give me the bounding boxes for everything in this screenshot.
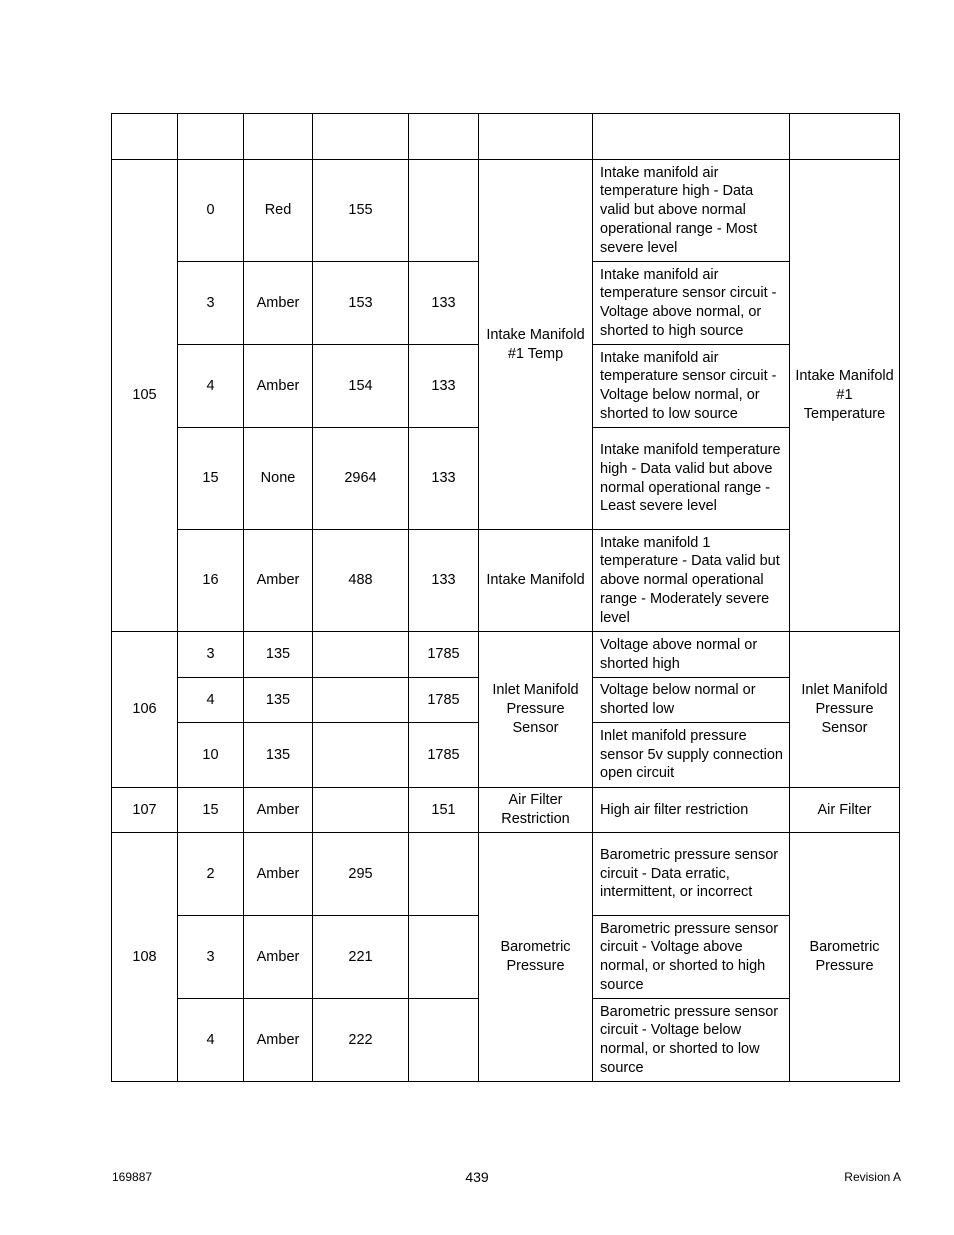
description-cell: High air filter restriction — [593, 788, 790, 833]
lamp-cell: Amber — [244, 345, 313, 428]
code1-cell: 488 — [313, 530, 409, 632]
description-cell: Intake manifold air temperature sensor circuit - Voltage above normal, or shorted to high source — [593, 262, 790, 345]
code2-cell: 133 — [409, 530, 479, 632]
code1-cell: 154 — [313, 345, 409, 428]
spn-cell: 106 — [112, 632, 178, 788]
description-cell: Intake manifold 1 temperature - Data valid but above normal operational range - Moderately severe level — [593, 530, 790, 632]
parameter-name-cell: Intake Manifold #1 Temp — [479, 160, 593, 530]
header-cell — [479, 114, 593, 160]
code1-cell — [313, 678, 409, 723]
fmi-cell: 3 — [178, 632, 244, 678]
lamp-cell: Amber — [244, 833, 313, 916]
code1-cell: 221 — [313, 916, 409, 999]
lamp-cell: Amber — [244, 916, 313, 999]
fmi-cell: 0 — [178, 160, 244, 262]
code1-cell: 2964 — [313, 428, 409, 530]
lamp-cell: None — [244, 428, 313, 530]
document-number: 169887 — [112, 1170, 153, 1184]
fmi-cell: 16 — [178, 530, 244, 632]
fmi-cell: 15 — [178, 788, 244, 833]
component-cell: Air Filter — [790, 788, 900, 833]
code1-cell: 153 — [313, 262, 409, 345]
header-cell — [790, 114, 900, 160]
code1-cell: 295 — [313, 833, 409, 916]
fmi-cell: 3 — [178, 916, 244, 999]
table-row — [112, 160, 900, 262]
table-row — [112, 788, 900, 833]
header-cell — [593, 114, 790, 160]
page-number: 439 — [465, 1169, 489, 1185]
fmi-cell: 4 — [178, 345, 244, 428]
description-cell: Intake manifold temperature high - Data valid but above normal operational range - Least severe level — [593, 428, 790, 530]
table-row — [112, 833, 900, 916]
header-cell — [244, 114, 313, 160]
parameter-name-cell: Intake Manifold — [479, 530, 593, 632]
fmi-cell: 10 — [178, 723, 244, 788]
header-cell — [178, 114, 244, 160]
fmi-cell: 4 — [178, 999, 244, 1082]
description-cell: Barometric pressure sensor circuit - Voltage below normal, or shorted to low source — [593, 999, 790, 1082]
code2-cell: 1785 — [409, 632, 479, 678]
code1-cell — [313, 788, 409, 833]
fmi-cell: 2 — [178, 833, 244, 916]
header-cell — [313, 114, 409, 160]
description-cell: Barometric pressure sensor circuit - Data erratic, intermittent, or incorrect — [593, 833, 790, 916]
lamp-cell: Amber — [244, 530, 313, 632]
fault-code-table — [111, 113, 900, 1082]
code2-cell — [409, 833, 479, 916]
component-cell: Intake Manifold #1 Temperature — [790, 160, 900, 632]
lamp-cell: Amber — [244, 262, 313, 345]
parameter-name-cell: Air Filter Restriction — [479, 788, 593, 833]
component-cell: Inlet Manifold Pressure Sensor — [790, 632, 900, 788]
lamp-cell: Red — [244, 160, 313, 262]
fmi-cell: 15 — [178, 428, 244, 530]
header-row — [112, 114, 900, 160]
code2-cell: 1785 — [409, 678, 479, 723]
parameter-name-cell: Inlet Manifold Pressure Sensor — [479, 632, 593, 788]
lamp-cell: 135 — [244, 632, 313, 678]
spn-cell: 108 — [112, 833, 178, 1082]
description-cell: Inlet manifold pressure sensor 5v supply connection open circuit — [593, 723, 790, 788]
table-row — [112, 632, 900, 678]
description-cell: Voltage below normal or shorted low — [593, 678, 790, 723]
spn-cell: 105 — [112, 160, 178, 632]
lamp-cell: Amber — [244, 999, 313, 1082]
code2-cell — [409, 999, 479, 1082]
lamp-cell: Amber — [244, 788, 313, 833]
spn-cell: 107 — [112, 788, 178, 833]
lamp-cell: 135 — [244, 678, 313, 723]
code1-cell — [313, 632, 409, 678]
header-cell — [409, 114, 479, 160]
code2-cell: 133 — [409, 428, 479, 530]
description-cell: Intake manifold air temperature high - Data valid but above normal operational range - Most severe level — [593, 160, 790, 262]
fmi-cell: 4 — [178, 678, 244, 723]
code2-cell — [409, 916, 479, 999]
fmi-cell: 3 — [178, 262, 244, 345]
description-cell: Barometric pressure sensor circuit - Voltage above normal, or shorted to high source — [593, 916, 790, 999]
table-body — [112, 114, 900, 1082]
revision-label: Revision A — [844, 1170, 901, 1184]
table-row — [112, 530, 900, 632]
component-cell: Barometric Pressure — [790, 833, 900, 1082]
lamp-cell: 135 — [244, 723, 313, 788]
parameter-name-cell: Barometric Pressure — [479, 833, 593, 1082]
header-cell — [112, 114, 178, 160]
code1-cell: 222 — [313, 999, 409, 1082]
code2-cell: 151 — [409, 788, 479, 833]
code1-cell: 155 — [313, 160, 409, 262]
code2-cell: 133 — [409, 262, 479, 345]
code2-cell: 1785 — [409, 723, 479, 788]
code2-cell — [409, 160, 479, 262]
description-cell: Intake manifold air temperature sensor circuit - Voltage below normal, or shorted to low source — [593, 345, 790, 428]
code2-cell: 133 — [409, 345, 479, 428]
code1-cell — [313, 723, 409, 788]
description-cell: Voltage above normal or shorted high — [593, 632, 790, 678]
